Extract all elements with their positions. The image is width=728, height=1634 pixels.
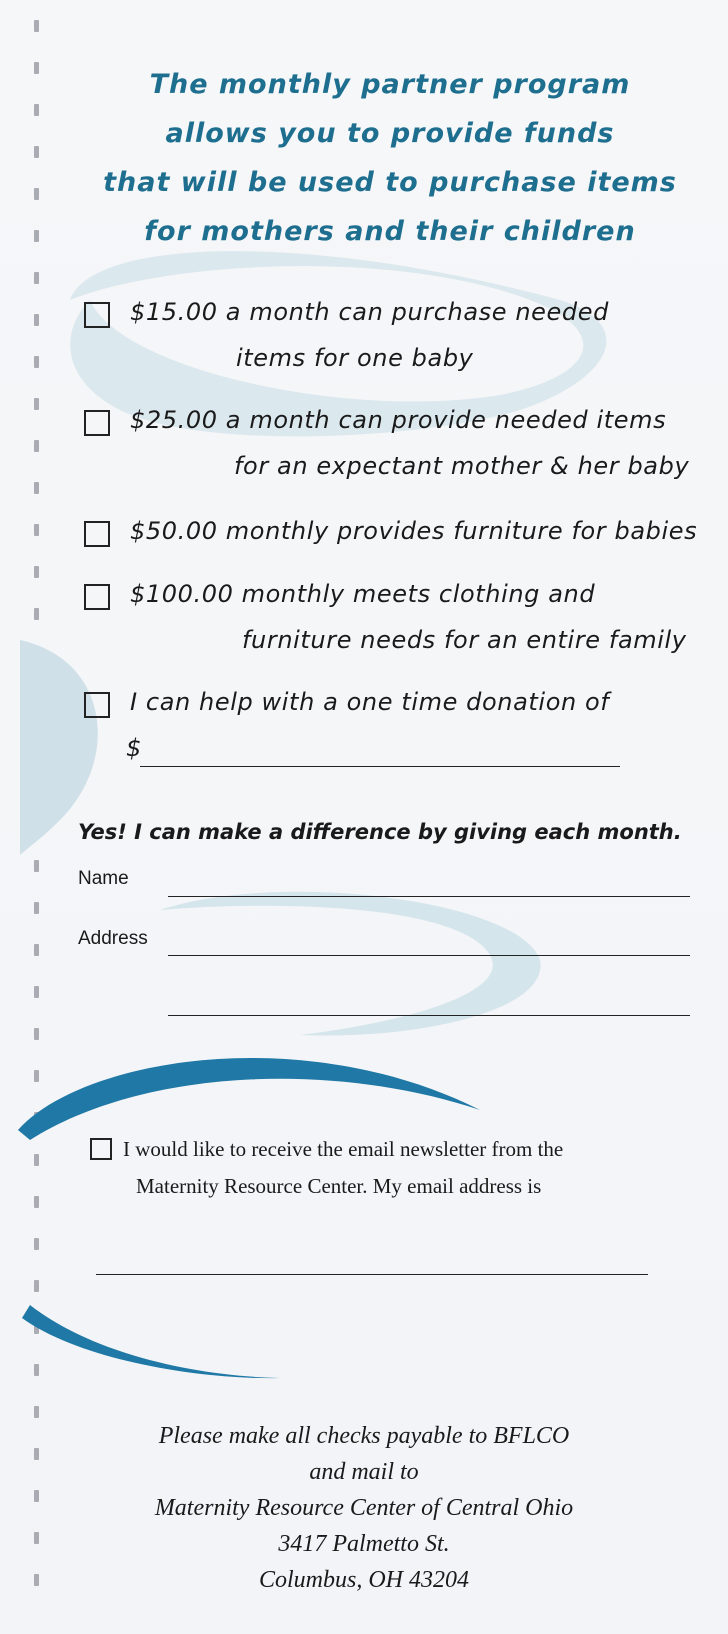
mailing-line-5: Columbus, OH 43204 <box>258 1567 469 1593</box>
option-15-checkbox[interactable] <box>84 302 110 328</box>
name-field[interactable] <box>168 896 690 897</box>
address-label: Address <box>78 928 148 949</box>
headline-line-2: allows you to provide funds <box>165 118 615 149</box>
option-100-checkbox[interactable] <box>84 584 110 610</box>
dark-swoosh-mid <box>18 1058 480 1140</box>
headline-line-3: that will be used to purchase items <box>103 167 677 198</box>
option-25-label: $25.00 a month can provide needed items <box>130 406 667 434</box>
newsletter-text-line-2: Maternity Resource Center. My email address is <box>136 1174 542 1198</box>
one-time-donation-label: I can help with a one time donation of <box>130 688 610 716</box>
option-50-checkbox[interactable] <box>84 521 110 547</box>
newsletter-text-line-1: I would like to receive the email newsletter from the <box>123 1137 564 1161</box>
address-field-line-1[interactable] <box>168 955 690 956</box>
option-25-checkbox[interactable] <box>84 410 110 436</box>
email-field[interactable] <box>96 1274 648 1275</box>
pledge-heading: Yes! I can make a difference by giving each month. <box>78 820 682 844</box>
mailing-instructions <box>0 1418 728 1598</box>
option-15-label: $15.00 a month can purchase needed <box>130 298 609 326</box>
donation-amount-field[interactable] <box>140 766 620 767</box>
option-100-detail: furniture needs for an entire family <box>242 626 687 654</box>
mailing-line-3: Maternity Resource Center of Central Ohio <box>154 1495 574 1521</box>
headline <box>70 60 710 256</box>
newsletter-checkbox[interactable] <box>90 1138 112 1160</box>
dollar-sign: $ <box>126 734 142 762</box>
one-time-donation-checkbox[interactable] <box>84 692 110 718</box>
option-25-detail: for an expectant mother & her baby <box>234 452 690 480</box>
mailing-line-1: Please make all checks payable to BFLCO <box>158 1423 570 1449</box>
option-50-label: $50.00 monthly provides furniture for babies <box>130 517 698 545</box>
option-15-detail: items for one baby <box>236 344 474 372</box>
dark-swoosh-low <box>22 1305 280 1378</box>
option-100-label: $100.00 monthly meets clothing and <box>130 580 596 608</box>
light-swoosh-mid <box>160 892 541 1036</box>
mailing-line-2: and mail to <box>309 1459 419 1485</box>
address-field-line-2[interactable] <box>168 1015 690 1016</box>
name-label: Name <box>78 868 129 889</box>
mailing-line-4: 3417 Palmetto St. <box>278 1531 450 1557</box>
headline-line-4: for mothers and their children <box>144 216 636 247</box>
headline-line-1: The monthly partner program <box>149 69 631 100</box>
